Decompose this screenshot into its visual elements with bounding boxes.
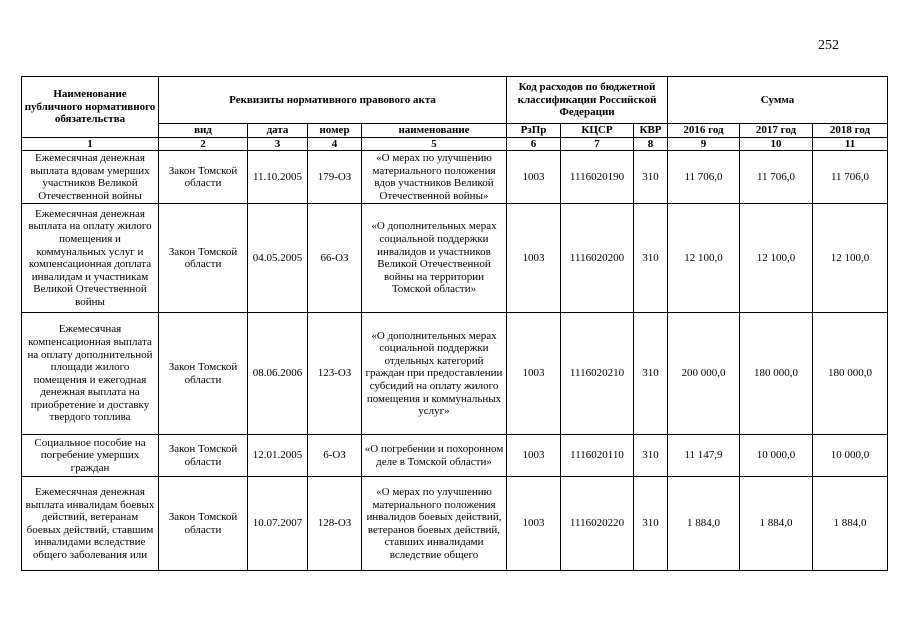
kcsr-cell: 1116020210 xyxy=(561,313,634,435)
column-number: 8 xyxy=(634,137,668,151)
obligation-cell: Ежемесячная денежная выплата вдовам умерших участников Великой Отечественной войны xyxy=(22,151,159,204)
act-name-cell: «О дополнительных мерах социальной поддержки инвалидов и участников Великой Отечественной войны на территории Томской области» xyxy=(362,204,507,313)
header-type: вид xyxy=(159,124,248,138)
header-kvr: КВР xyxy=(634,124,668,138)
kvr-cell: 310 xyxy=(634,435,668,477)
table-row xyxy=(22,477,888,571)
rzpr-cell: 1003 xyxy=(507,435,561,477)
column-number: 9 xyxy=(668,137,740,151)
table-row xyxy=(22,313,888,435)
act-type-cell: Закон Томской области xyxy=(159,204,248,313)
act-type-cell: Закон Томской области xyxy=(159,313,248,435)
table-row xyxy=(22,204,888,313)
sum-2018-cell: 10 000,0 xyxy=(813,435,888,477)
header-2017: 2017 год xyxy=(740,124,813,138)
table-row xyxy=(22,435,888,477)
kvr-cell: 310 xyxy=(634,477,668,571)
act-name-cell: «О мерах по улучшению материального положения инвалидов боевых действий, ветеранов боевых действий, ставших инвалидами вследствие общего xyxy=(362,477,507,571)
header-obligation: Наименование публичного нормативного обязательства xyxy=(22,77,159,138)
header-sum: Сумма xyxy=(668,77,888,124)
sum-2018-cell: 12 100,0 xyxy=(813,204,888,313)
act-number-cell: 128-ОЗ xyxy=(308,477,362,571)
kcsr-cell: 1116020200 xyxy=(561,204,634,313)
obligation-cell: Ежемесячная денежная выплата на оплату жилого помещения и коммунальных услуг и компенсационная доплата инвалидам и участникам Великой Отечественной войны xyxy=(22,204,159,313)
sum-2017-cell: 180 000,0 xyxy=(740,313,813,435)
column-number: 4 xyxy=(308,137,362,151)
act-type-cell: Закон Томской области xyxy=(159,477,248,571)
header-2018: 2018 год xyxy=(813,124,888,138)
sum-2017-cell: 1 884,0 xyxy=(740,477,813,571)
act-number-cell: 6-ОЗ xyxy=(308,435,362,477)
sum-2016-cell: 12 100,0 xyxy=(668,204,740,313)
rzpr-cell: 1003 xyxy=(507,151,561,204)
column-numbers-row xyxy=(22,137,888,151)
act-name-cell: «О погребении и похоронном деле в Томской области» xyxy=(362,435,507,477)
column-number: 11 xyxy=(813,137,888,151)
sum-2018-cell: 1 884,0 xyxy=(813,477,888,571)
obligation-cell: Ежемесячная денежная выплата инвалидам боевых действий, ветеранам боевых действий, ставшим инвалидами вследствие общего заболевания или xyxy=(22,477,159,571)
sum-2017-cell: 11 706,0 xyxy=(740,151,813,204)
header-kcsr: КЦСР xyxy=(561,124,634,138)
obligation-cell: Социальное пособие на погребение умерших граждан xyxy=(22,435,159,477)
kcsr-cell: 1116020190 xyxy=(561,151,634,204)
act-date-cell: 04.05.2005 xyxy=(248,204,308,313)
act-type-cell: Закон Томской области xyxy=(159,151,248,204)
header-name: наименование xyxy=(362,124,507,138)
act-date-cell: 10.07.2007 xyxy=(248,477,308,571)
sum-2017-cell: 12 100,0 xyxy=(740,204,813,313)
column-number: 2 xyxy=(159,137,248,151)
obligation-cell: Ежемесячная компенсационная выплата на оплату дополнительной площади жилого помещения и ежегодная денежная выплата на приобретение и доставку твердого топлива xyxy=(22,313,159,435)
table-row xyxy=(22,151,888,204)
act-date-cell: 11.10.2005 xyxy=(248,151,308,204)
header-budget-code: Код расходов по бюджетной классификации Российской Федерации xyxy=(507,77,668,124)
obligations-table xyxy=(21,76,888,571)
sum-2016-cell: 200 000,0 xyxy=(668,313,740,435)
kcsr-cell: 1116020110 xyxy=(561,435,634,477)
sum-2016-cell: 11 147,9 xyxy=(668,435,740,477)
kcsr-cell: 1116020220 xyxy=(561,477,634,571)
header-date: дата xyxy=(248,124,308,138)
page-number: 252 xyxy=(818,38,839,53)
rzpr-cell: 1003 xyxy=(507,313,561,435)
header-rzpr: РзПр xyxy=(507,124,561,138)
header-act-requisites: Реквизиты нормативного правового акта xyxy=(159,77,507,124)
kvr-cell: 310 xyxy=(634,313,668,435)
column-number: 5 xyxy=(362,137,507,151)
act-number-cell: 66-ОЗ xyxy=(308,204,362,313)
sum-2016-cell: 1 884,0 xyxy=(668,477,740,571)
kvr-cell: 310 xyxy=(634,151,668,204)
header-number: номер xyxy=(308,124,362,138)
act-date-cell: 08.06.2006 xyxy=(248,313,308,435)
act-number-cell: 179-ОЗ xyxy=(308,151,362,204)
act-number-cell: 123-ОЗ xyxy=(308,313,362,435)
kvr-cell: 310 xyxy=(634,204,668,313)
sum-2016-cell: 11 706,0 xyxy=(668,151,740,204)
act-type-cell: Закон Томской области xyxy=(159,435,248,477)
sum-2017-cell: 10 000,0 xyxy=(740,435,813,477)
column-number: 10 xyxy=(740,137,813,151)
header-2016: 2016 год xyxy=(668,124,740,138)
sum-2018-cell: 180 000,0 xyxy=(813,313,888,435)
column-number: 3 xyxy=(248,137,308,151)
column-number: 6 xyxy=(507,137,561,151)
act-name-cell: «О мерах по улучшению материального положения вдов участников Великой Отечественной войны» xyxy=(362,151,507,204)
rzpr-cell: 1003 xyxy=(507,477,561,571)
act-date-cell: 12.01.2005 xyxy=(248,435,308,477)
column-number: 1 xyxy=(22,137,159,151)
sum-2018-cell: 11 706,0 xyxy=(813,151,888,204)
act-name-cell: «О дополнительных мерах социальной поддержки отдельных категорий граждан при предоставлении субсидий на оплату жилого помещения и коммунальных услуг» xyxy=(362,313,507,435)
rzpr-cell: 1003 xyxy=(507,204,561,313)
column-number: 7 xyxy=(561,137,634,151)
